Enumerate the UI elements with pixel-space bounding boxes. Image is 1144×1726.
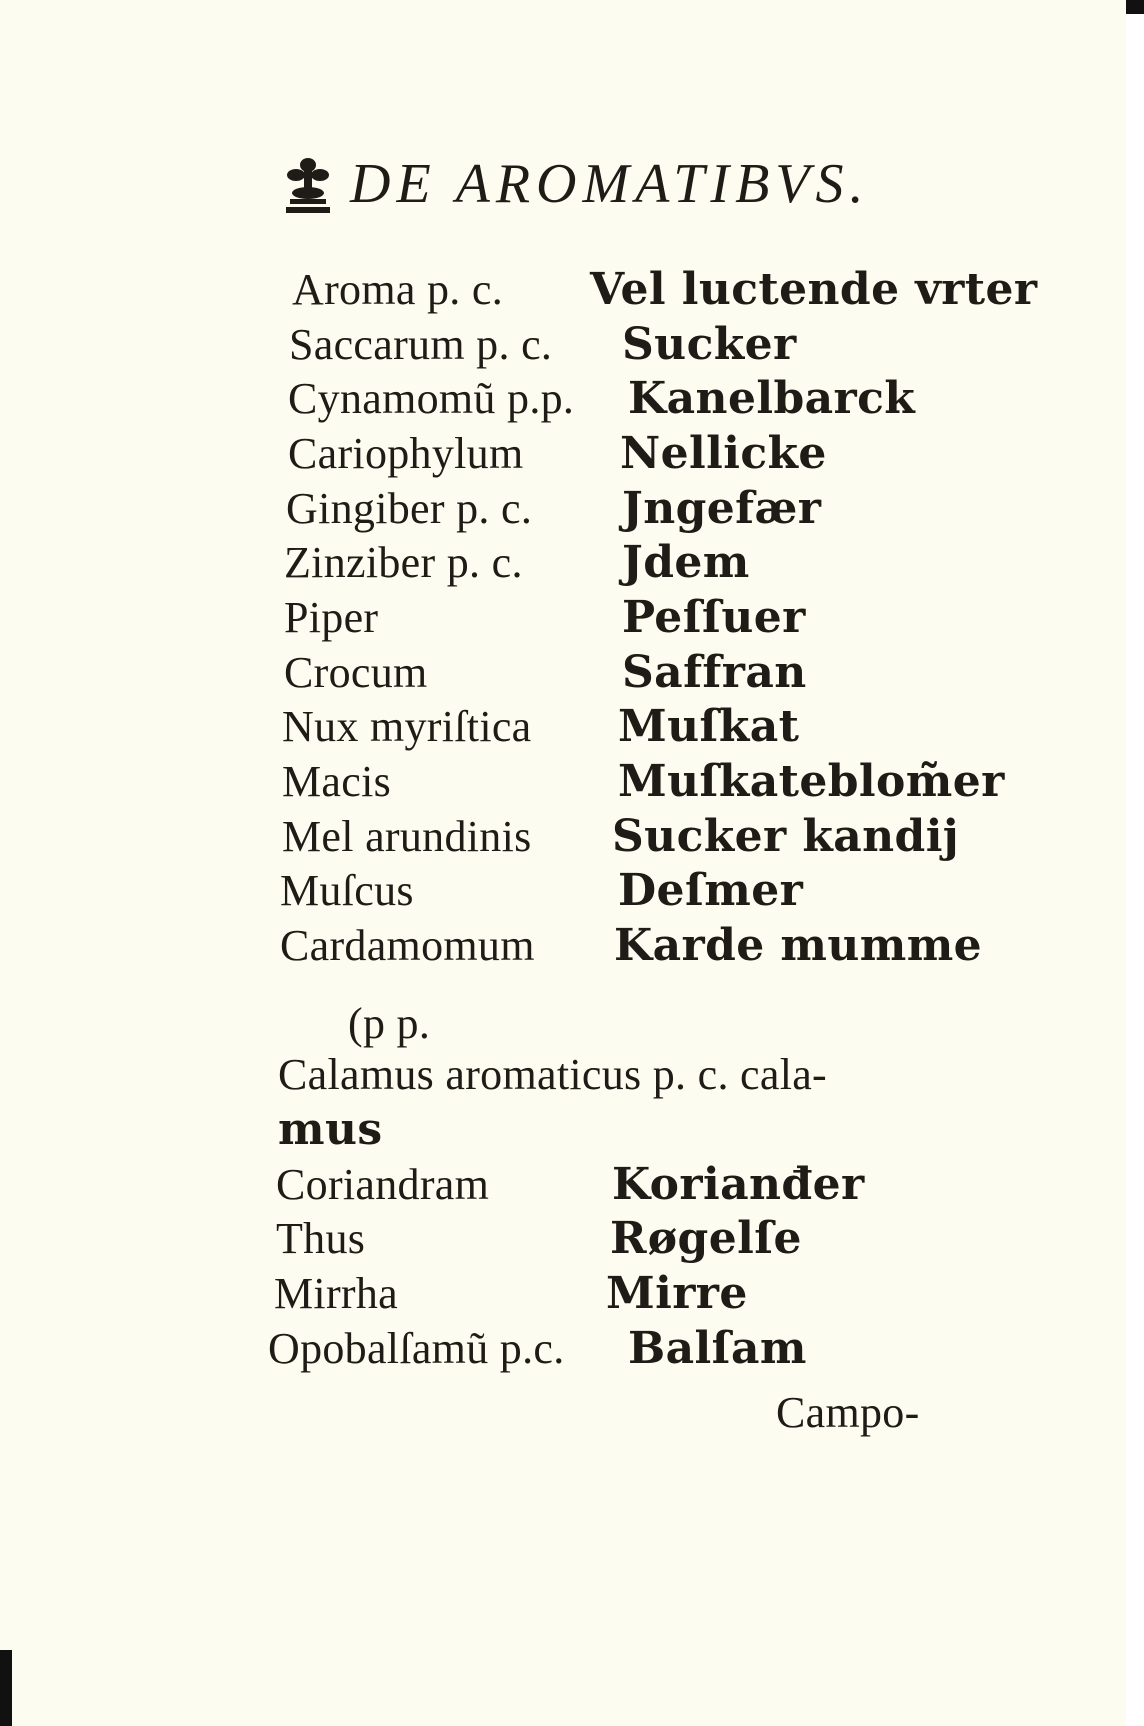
calamus-continuation: mus xyxy=(278,1104,383,1155)
entry-latin: Crocum xyxy=(284,648,428,697)
entry-german: Kanelbarck xyxy=(628,373,916,424)
entry-latin: Piper xyxy=(284,593,379,642)
entry-german: Vel luctende vrter xyxy=(590,264,1038,315)
entry-german: Karde mumme xyxy=(614,920,983,971)
entry-latin: Cynamomũ p.p. xyxy=(288,374,575,423)
entry-german: Deſmer xyxy=(618,865,804,916)
entry-german: Korianđer xyxy=(612,1159,865,1210)
entry-latin: Muſcus xyxy=(280,866,414,915)
entry-german: Nellicke xyxy=(620,428,827,479)
fleuron-icon xyxy=(282,155,334,215)
entry-latin: Cardamomum xyxy=(280,921,535,970)
entry-latin: Opobalſamũ p.c. xyxy=(268,1324,565,1373)
entry-latin: Zinziber p. c. xyxy=(284,538,523,587)
entry-latin: Aroma p. c. xyxy=(292,265,504,314)
entry-latin: Thus xyxy=(276,1214,366,1263)
page-heading: DE AROMATIBVS. xyxy=(350,153,870,215)
entry-latin: Macis xyxy=(282,757,392,806)
entry-german: Sucker kandij xyxy=(612,811,960,862)
catchword: Campo- xyxy=(776,1388,920,1437)
entry-latin: Mirrha xyxy=(274,1269,398,1318)
entry-german: Sucker xyxy=(622,319,797,370)
entry-german: Saffran xyxy=(622,647,807,698)
entry-latin: Mel arundinis xyxy=(282,812,532,861)
scan-mark-top xyxy=(1126,0,1144,14)
scan-mark-bottom xyxy=(0,1650,12,1726)
entry-german: Muſkat xyxy=(618,701,800,752)
entry-latin: Coriandram xyxy=(276,1160,490,1209)
note-line: (p p. xyxy=(348,999,431,1048)
entry-german: Jdem xyxy=(622,537,750,588)
entry-latin: Cariophylum xyxy=(288,429,524,478)
entry-german: Jngefær xyxy=(622,483,822,534)
entry-latin: Gingiber p. c. xyxy=(286,484,533,533)
entry-german: Peſſuer xyxy=(622,592,806,643)
entry-german: Mirre xyxy=(606,1268,748,1319)
entry-latin: Nux myriſtica xyxy=(282,702,532,751)
entry-german: Røgelſe xyxy=(610,1213,802,1264)
entry-latin: Saccarum p. c. xyxy=(289,320,553,369)
entry-german: Balſam xyxy=(628,1323,807,1374)
calamus-line: Calamus aromaticus p. c. cala- xyxy=(278,1050,828,1099)
entry-german: Muſkateblom̃er xyxy=(618,756,1005,807)
scan-margin xyxy=(1126,0,1144,1726)
